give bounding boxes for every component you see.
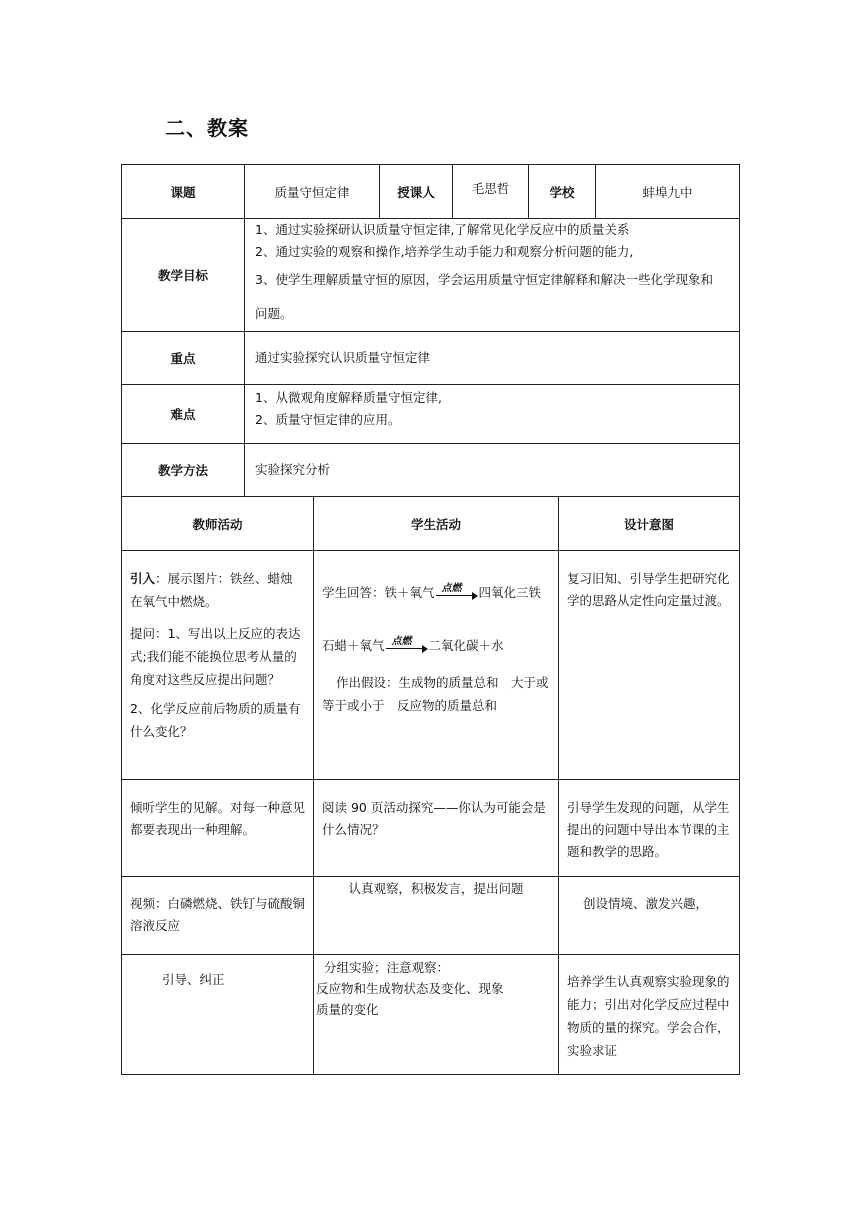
hypothesis: 作出假设：生成物的质量总和 大于或等于或小于 反应物的质量总和 bbox=[322, 675, 549, 713]
activities-table bbox=[121, 496, 740, 1075]
method-row bbox=[122, 444, 740, 497]
teacher-activity-1 bbox=[122, 551, 314, 780]
school-value: 蚌埠九中 bbox=[596, 165, 740, 219]
teacher-activity-4: 引导、纠正 bbox=[122, 955, 314, 1075]
difficulty-1: 1、从微观角度解释质量守恒定律, bbox=[255, 390, 442, 405]
activity-row-1 bbox=[122, 551, 740, 780]
header-teacher: 教师活动 bbox=[122, 497, 314, 551]
key-row bbox=[122, 332, 740, 385]
design-intent-4: 培养学生认真观察实验现象的能力；引出对化学反应过程中物质的量的探究。学会合作，实验求证 bbox=[559, 955, 740, 1075]
reaction-arrow-icon bbox=[436, 582, 478, 601]
question-paragraph: 提问：1、写出以上反应的表达式;我们能不能换位思考从量的角度对这些反应提出问题？ bbox=[130, 626, 301, 687]
activity-row-2 bbox=[122, 780, 740, 877]
student-activity-3: 认真观察，积极发言，提出问题 bbox=[314, 877, 559, 955]
goals-label: 教学目标 bbox=[122, 219, 245, 332]
condition-label: 点燃 bbox=[441, 582, 462, 594]
condition-label: 点燃 bbox=[391, 635, 412, 647]
goal-2: 2、通过实验的观察和操作,培养学生动手能力和观察分析问题的能力, bbox=[255, 244, 634, 259]
goal-1: 1、通过实验探研认识质量守恒定律,了解常见化学反应中的质量关系 bbox=[255, 222, 630, 237]
student-activity-4 bbox=[314, 955, 559, 1075]
method-label: 教学方法 bbox=[122, 444, 245, 497]
teacher-activity-2: 倾听学生的见解。对每一种意见都要表现出一种理解。 bbox=[122, 780, 314, 877]
method-value: 实验探究分析 bbox=[245, 444, 740, 497]
header-student: 学生活动 bbox=[314, 497, 559, 551]
student-4-line-2: 反应物和生成物状态及变化、现象 bbox=[316, 981, 504, 996]
equation-iron-left: 学生回答：铁＋氧气 bbox=[322, 585, 435, 600]
design-intent-1: 复习旧知、引导学生把研究化学的思路从定性向定量过渡。 bbox=[559, 551, 740, 780]
key-label: 重点 bbox=[122, 332, 245, 385]
intro-label: 引入 bbox=[130, 571, 156, 586]
student-4-line-1: 分组实验；注意观察： bbox=[324, 960, 450, 975]
activity-row-3 bbox=[122, 877, 740, 955]
question-paragraph-2: 2、化学反应前后物质的质量有什么变化？ bbox=[130, 701, 301, 739]
topic-row bbox=[122, 165, 740, 219]
intro-paragraph bbox=[130, 567, 305, 613]
equation-iron-right: 四氧化三铁 bbox=[478, 585, 542, 600]
header-design: 设计意图 bbox=[559, 497, 740, 551]
difficulty-row bbox=[122, 385, 740, 444]
activities-header-row bbox=[122, 497, 740, 551]
school-label: 学校 bbox=[529, 165, 596, 219]
goals-cell bbox=[245, 219, 740, 332]
section-heading: 二、教案 bbox=[165, 116, 249, 140]
activity-row-4 bbox=[122, 955, 740, 1075]
student-4-line-3: 质量的变化 bbox=[316, 1002, 379, 1017]
student-activity-2: 阅读 90 页活动探究——你认为可能会是什么情况？ bbox=[314, 780, 559, 877]
goal-3: 3、使学生理解质量守恒的原因，学会运用质量守恒定律解释和解决一些化学现象和 bbox=[255, 272, 713, 287]
difficulty-label: 难点 bbox=[122, 385, 245, 444]
design-intent-3: 创设情境、激发兴趣， bbox=[559, 877, 740, 955]
student-activity-1 bbox=[314, 551, 559, 780]
teacher-label: 授课人 bbox=[380, 165, 453, 219]
difficulty-cell bbox=[245, 385, 740, 444]
lesson-info-table bbox=[121, 164, 740, 497]
reaction-arrow-icon bbox=[386, 635, 428, 654]
intro-text: ：展示图片：铁丝、蜡烛在氧气中燃烧。 bbox=[130, 571, 293, 609]
key-value: 通过实验探究认识质量守恒定律 bbox=[245, 332, 740, 385]
goal-4: 问题。 bbox=[255, 306, 293, 321]
topic-value: 质量守恒定律 bbox=[245, 165, 380, 219]
design-intent-2: 引导学生发现的问题，从学生提出的问题中导出本节课的主题和教学的思路。 bbox=[559, 780, 740, 877]
teacher-value: 毛思哲 bbox=[453, 165, 529, 219]
goals-row bbox=[122, 219, 740, 332]
equation-iron bbox=[322, 581, 554, 604]
equation-wax-left: 石蜡＋氧气 bbox=[322, 638, 385, 653]
difficulty-2: 2、质量守恒定律的应用。 bbox=[255, 412, 401, 427]
teacher-activity-3: 视频：白磷燃烧、铁钉与硫酸铜溶液反应 bbox=[122, 877, 314, 955]
equation-wax bbox=[322, 634, 554, 657]
equation-wax-right: 二氧化碳＋水 bbox=[428, 638, 504, 653]
topic-label: 课题 bbox=[122, 165, 245, 219]
